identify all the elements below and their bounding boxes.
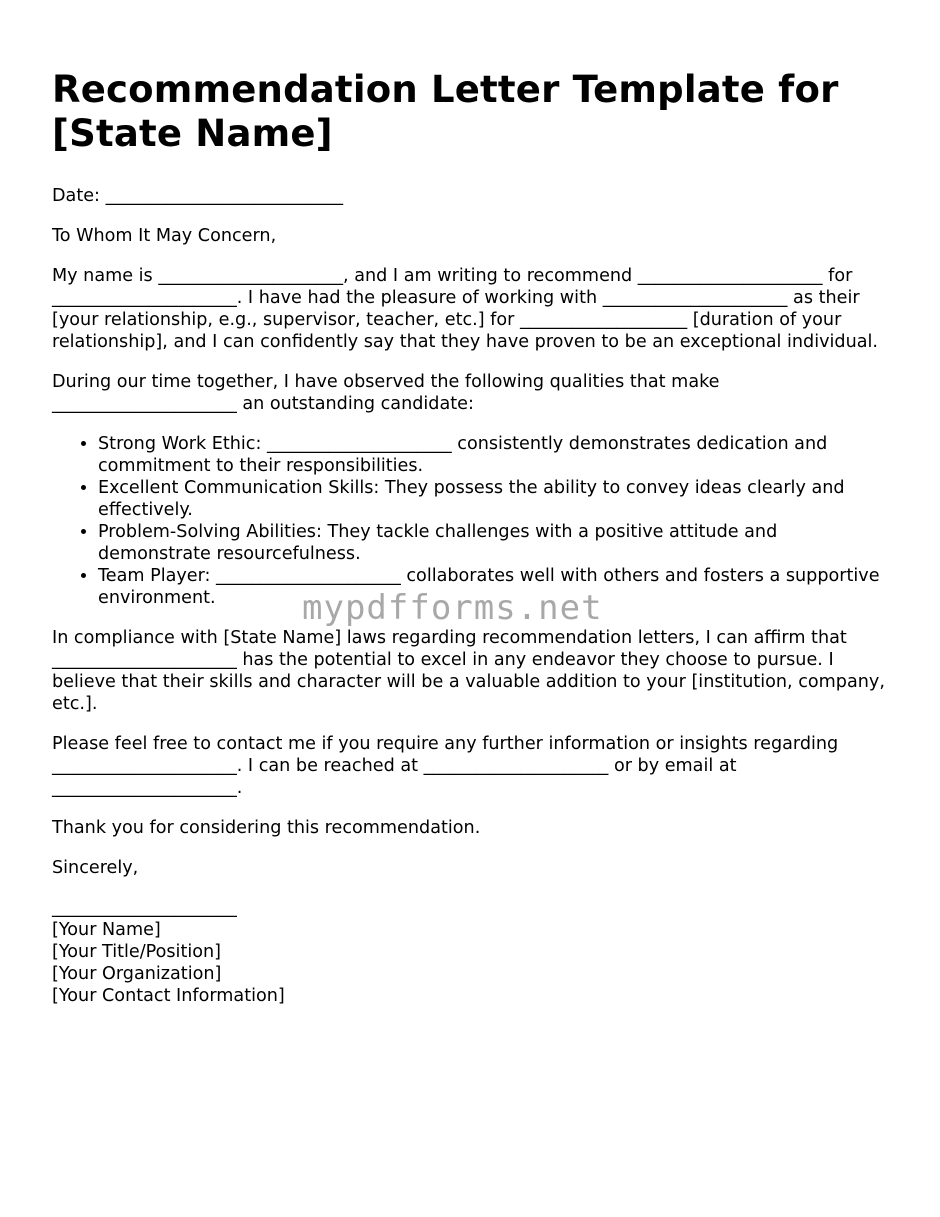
intro-paragraph: My name is _____________________, and I am writing to recommend _____________________ for _____________________. I have had the pleasure of working with _____________________ as their [your relationship, e.g., supervisor, teacher, etc.] for ___________________ [duration of your relationship], and I can confidently say that they have proven to be an exceptional individual.: [52, 266, 878, 352]
letter-page: [52, 0, 892, 1007]
signature-line: _____________________: [52, 898, 237, 918]
list-item: • Problem-Solving Abilities: They tackle challenges with a positive attitude and demonstrate resourcefulness.: [98, 521, 892, 565]
date-line: Date: ___________________________: [52, 186, 344, 206]
qualities-intro-paragraph: During our time together, I have observed the following qualities that make _____________________ an outstanding candidate:: [52, 372, 720, 414]
page-title: Recommendation Letter Template for [State Name]: [52, 68, 839, 155]
contact-paragraph: Please feel free to contact me if you require any further information or insights regarding _____________________. I can be reached at _____________________ or by email at _____________________.: [52, 734, 839, 798]
watermark: mypdfforms.net: [302, 588, 603, 628]
list-item: • Team Player: _____________________ collaborates well with others and fosters a supportive environment.: [98, 565, 892, 609]
signer-contact: [Your Contact Information]: [52, 986, 285, 1006]
salutation: To Whom It May Concern,: [52, 226, 277, 246]
list-item: • Strong Work Ethic: _____________________ consistently demonstrates dedication and commitment to their responsibilities.: [98, 433, 892, 477]
thanks-line: Thank you for considering this recommendation.: [52, 818, 481, 838]
list-item: • Excellent Communication Skills: They possess the ability to convey ideas clearly and effectively.: [98, 477, 892, 521]
closing-line: Sincerely,: [52, 858, 139, 878]
signature-block: [52, 897, 892, 1007]
signer-organization: [Your Organization]: [52, 964, 222, 984]
signer-title: [Your Title/Position]: [52, 942, 222, 962]
qualities-list: [52, 433, 892, 609]
compliance-paragraph: In compliance with [State Name] laws regarding recommendation letters, I can affirm that _____________________ has the potential to excel in any endeavor they choose to pursue. I believe that their skills and character will be a valuable addition to your [institution, company, etc.].: [52, 628, 885, 714]
signer-name: [Your Name]: [52, 920, 161, 940]
